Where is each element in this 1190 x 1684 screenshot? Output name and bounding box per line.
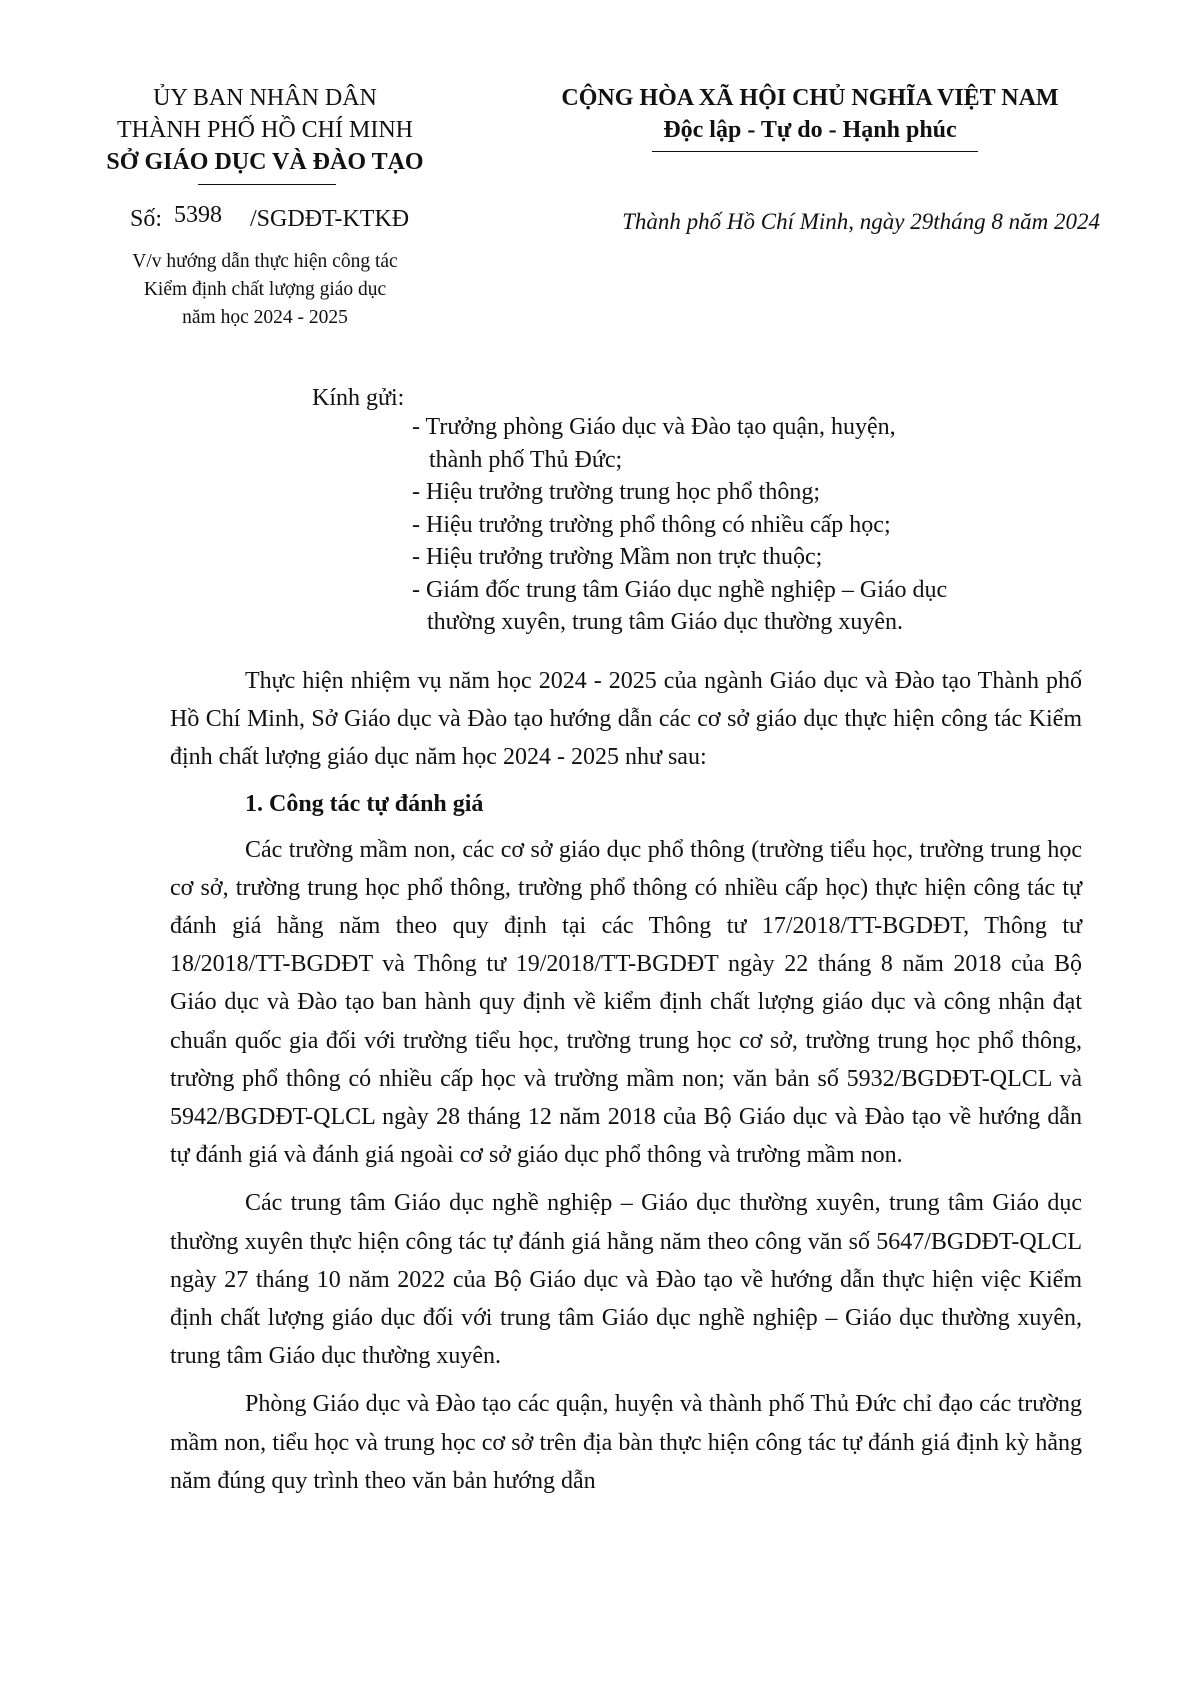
org-underline <box>198 184 336 185</box>
national-motto <box>520 82 1100 146</box>
document-body <box>170 662 1082 1510</box>
recipient-line: - Hiệu trưởng trường phổ thông có nhiều cấp học; <box>412 511 891 538</box>
body-paragraph: Phòng Giáo dục và Đào tạo các quận, huyện và thành phố Thủ Đức chỉ đạo các trường mầm non, tiểu học và trung học cơ sở trên địa bàn thực hiện công tác tự đánh giá định kỳ hằng năm đúng quy trình theo văn bản hướng dẫn <box>170 1391 1082 1494</box>
recipient-line: - Trưởng phòng Giáo dục và Đào tạo quận, huyện, <box>412 414 896 440</box>
intro-paragraph: Thực hiện nhiệm vụ năm học 2024 - 2025 của ngành Giáo dục và Đào tạo Thành phố Hồ Chí Minh, Sở Giáo dục và Đào tạo hướng dẫn các cơ sở giáo dục thực hiện công tác Kiểm định chất lượng giáo dục năm học 2024 - 2025 như sau: <box>170 668 1082 771</box>
nation-line-1: CỘNG HÒA XÃ HỘI CHỦ NGHĨA VIỆT NAM <box>561 85 1059 111</box>
recipients-label: Kính gửi: <box>312 385 405 411</box>
recipient-line: thường xuyên, trung tâm Giáo dục thường xuyên. <box>427 609 903 635</box>
recipient-line: - Hiệu trưởng trường trung học phổ thông; <box>412 479 821 505</box>
section-1-heading: 1. Công tác tự đánh giá <box>245 790 484 817</box>
recipient-line: - Giám đốc trung tâm Giáo dục nghề nghiệp – Giáo dục <box>412 576 948 603</box>
recipients-list <box>412 411 1092 639</box>
nation-line-2: Độc lập - Tự do - Hạnh phúc <box>663 117 957 143</box>
document-number <box>130 204 409 234</box>
issue-date: Thành phố Hồ Chí Minh, ngày 29tháng 8 năm 2024 <box>622 209 1100 234</box>
recipient-line: thành phố Thủ Đức; <box>429 446 623 473</box>
issuing-organization <box>90 82 440 178</box>
org-line-3: SỞ GIÁO DỤC VÀ ĐÀO TẠO <box>106 149 424 175</box>
document-subject <box>90 248 440 332</box>
motto-underline <box>652 151 978 152</box>
subject-line-1: V/v hướng dẫn thực hiện công tác <box>132 251 398 272</box>
org-line-2: THÀNH PHỐ HỒ CHÍ MINH <box>117 117 413 143</box>
subject-line-3: năm học 2024 - 2025 <box>182 307 348 328</box>
org-line-1: ỦY BAN NHÂN DÂN <box>153 85 377 111</box>
so-label: Số: <box>130 206 163 232</box>
recipient-line: - Hiệu trưởng trường Mầm non trực thuộc; <box>412 544 823 570</box>
so-suffix: /SGDĐT-KTKĐ <box>250 206 410 232</box>
subject-line-2: Kiểm định chất lượng giáo dục <box>143 279 387 300</box>
body-paragraph: Các trung tâm Giáo dục nghề nghiệp – Giáo dục thường xuyên, trung tâm Giáo dục thường xuyên thực hiện công tác tự đánh giá hằng năm theo công văn số 5647/BGDĐT-QLCL ngày 27 tháng 10 năm 2022 của Bộ Giáo dục và Đào tạo về hướng dẫn thực hiện việc Kiểm định chất lượng giáo dục đối với trung tâm Giáo dục nghề nghiệp – Giáo dục thường xuyên, trung tâm Giáo dục thường xuyên. <box>170 1190 1082 1370</box>
body-paragraph: Các trường mầm non, các cơ sở giáo dục phổ thông (trường tiểu học, trường trung học cơ sở, trường trung học phổ thông, trường phổ thông có nhiều cấp học) thực hiện công tác tự đánh giá hằng năm theo quy định tại các Thông tư 17/2018/TT-BGDĐT, Thông tư 18/2018/TT-BGDĐT và Thông tư 19/2018/TT-BGDĐT ngày 22 tháng 8 năm 2018 của Bộ Giáo dục và Đào tạo ban hành quy định về kiểm định chất lượng giáo dục và công nhận đạt chuẩn quốc gia đối với trường tiểu học, trường trung học cơ sở, trường trung học phổ thông, trường phổ thông có nhiều cấp học và trường mầm non; văn bản số 5932/BGDĐT-QLCL và 5942/BGDĐT-QLCL ngày 28 tháng 12 năm 2018 của Bộ Giáo dục và Đào tạo về hướng dẫn tự đánh giá và đánh giá ngoài cơ sở giáo dục phổ thông và trường mầm non. <box>170 836 1082 1169</box>
so-number: 5398 <box>174 202 223 228</box>
